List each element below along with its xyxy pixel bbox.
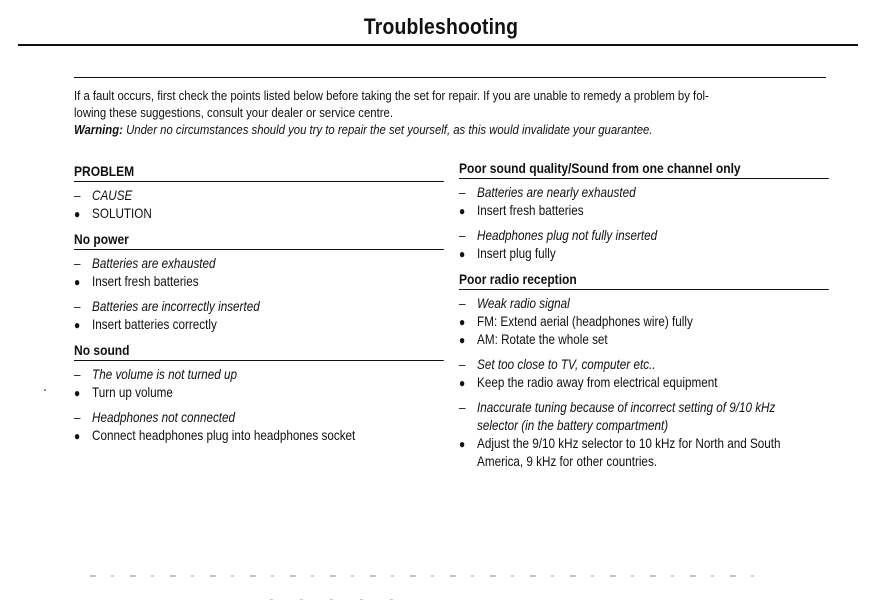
legend-solution: SOLUTION	[92, 206, 152, 221]
cause-row	[74, 298, 444, 316]
solution-row	[74, 427, 444, 445]
solution-text: Keep the radio away from electrical equipment	[477, 375, 718, 390]
dash-marker: –	[459, 296, 466, 311]
solution-row	[459, 453, 829, 471]
bullet-icon: ●	[74, 207, 81, 221]
cause-row	[74, 409, 444, 427]
bullet-icon: ●	[459, 315, 466, 329]
cause-row	[459, 227, 829, 245]
cause-text: Set too close to TV, computer etc..	[477, 357, 656, 372]
trouble-section	[74, 341, 444, 445]
solution-row	[459, 245, 829, 263]
dash-marker: –	[459, 400, 466, 415]
trouble-section	[459, 270, 829, 471]
solution-row	[459, 374, 829, 392]
intro-line-2: lowing these suggestions, consult your dealer or service centre.	[74, 105, 393, 120]
bullet-icon: ●	[459, 204, 466, 218]
cause-row	[459, 356, 829, 374]
intro-rule	[74, 77, 826, 78]
bullet-icon: ●	[459, 437, 466, 451]
bullet-icon: ●	[74, 429, 81, 443]
section-heading: Poor sound quality/Sound from one channel only	[459, 159, 829, 179]
solution-text: Adjust the 9/10 kHz selector to 10 kHz for North and South	[477, 436, 781, 451]
legend-solution-row	[74, 205, 444, 223]
legend-cause-row	[74, 187, 444, 205]
dash-marker: –	[74, 410, 81, 425]
scan-noise	[90, 575, 770, 577]
cause-row	[459, 417, 829, 435]
trouble-entry	[74, 298, 444, 334]
trouble-entry	[459, 184, 829, 220]
cause-row	[74, 255, 444, 273]
legend-cause: CAUSE	[92, 188, 133, 203]
trouble-section	[74, 230, 444, 334]
cause-row	[459, 295, 829, 313]
legend-section	[74, 162, 444, 223]
title-rule	[18, 44, 858, 46]
dash-marker: –	[74, 299, 81, 314]
solution-text: AM: Rotate the whole set	[477, 332, 608, 347]
scan-speck	[44, 389, 46, 391]
intro-line-1: If a fault occurs, first check the points listed below before taking the set for repair. If you are unable to remedy a problem by fol-	[74, 88, 709, 103]
legend-entry	[74, 187, 444, 223]
page-title: Troubleshooting	[363, 14, 519, 39]
bullet-icon: ●	[459, 247, 466, 261]
cause-text: Headphones not connected	[92, 410, 236, 425]
solution-text: Insert fresh batteries	[92, 274, 199, 289]
section-heading: Poor radio reception	[459, 270, 829, 290]
solution-text: Connect headphones plug into headphones socket	[92, 428, 356, 443]
bullet-icon: ●	[459, 376, 466, 390]
solution-row	[459, 313, 829, 331]
dash-marker: –	[459, 357, 466, 372]
section-heading: No sound	[74, 341, 444, 361]
warning-line	[74, 121, 745, 138]
warning-text: Under no circumstances should you try to repair the set yourself, as this would invalidate your guarantee.	[122, 122, 653, 137]
cause-text: Inaccurate tuning because of incorrect setting of 9/10 kHz	[477, 400, 776, 415]
solution-row	[74, 273, 444, 291]
cause-row	[459, 184, 829, 202]
dash-marker: –	[74, 256, 81, 271]
cause-text: selector (in the battery compartment)	[477, 418, 669, 433]
left-sections	[74, 230, 444, 445]
dash-marker: –	[459, 185, 466, 200]
cause-row	[74, 366, 444, 384]
cause-text: Batteries are incorrectly inserted	[92, 299, 260, 314]
solution-row	[459, 202, 829, 220]
trouble-section	[459, 159, 829, 263]
cause-text: Headphones plug not fully inserted	[477, 228, 658, 243]
bullet-icon: ●	[459, 333, 466, 347]
bullet-icon: ●	[74, 318, 81, 332]
warning-label: Warning:	[74, 122, 123, 137]
solution-text: Insert fresh batteries	[477, 203, 584, 218]
bullet-icon: ●	[74, 386, 81, 400]
scan-noise-lower	[270, 599, 410, 600]
bullet-icon: ●	[74, 275, 81, 289]
solution-row	[74, 316, 444, 334]
trouble-entry	[459, 227, 829, 263]
solution-text: FM: Extend aerial (headphones wire) fully	[477, 314, 693, 329]
cause-text: Batteries are nearly exhausted	[477, 185, 636, 200]
trouble-entry	[74, 255, 444, 291]
trouble-entry	[459, 295, 829, 349]
solution-text: Turn up volume	[92, 385, 173, 400]
cause-text: Weak radio signal	[477, 296, 570, 311]
cause-text: Batteries are exhausted	[92, 256, 216, 271]
trouble-entry	[74, 366, 444, 402]
intro-text	[74, 87, 745, 138]
trouble-entry	[459, 356, 829, 392]
section-heading: No power	[74, 230, 444, 250]
cause-row	[459, 399, 829, 417]
trouble-entry	[459, 399, 829, 471]
right-sections	[459, 159, 829, 471]
right-column	[459, 159, 829, 478]
solution-text: Insert batteries correctly	[92, 317, 217, 332]
trouble-entry	[74, 409, 444, 445]
legend-heading: PROBLEM	[74, 162, 444, 182]
solution-text: America, 9 kHz for other countries.	[477, 454, 658, 469]
solution-row	[74, 384, 444, 402]
solution-text: Insert plug fully	[477, 246, 556, 261]
left-column	[74, 162, 444, 452]
cause-text: The volume is not turned up	[92, 367, 237, 382]
dash-marker: –	[74, 367, 81, 382]
solution-row	[459, 435, 829, 453]
solution-row	[459, 331, 829, 349]
dash-marker: –	[74, 188, 81, 203]
dash-marker: –	[459, 228, 466, 243]
